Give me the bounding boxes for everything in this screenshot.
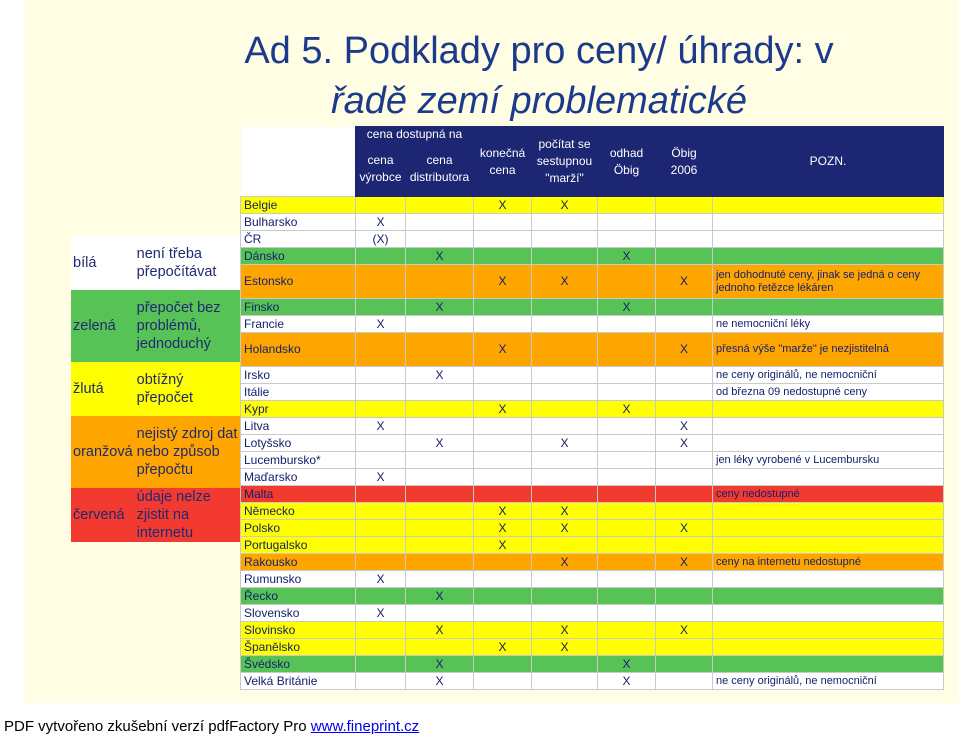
mark-cell: X xyxy=(532,639,598,656)
mark-cell xyxy=(356,656,406,673)
mark-cell xyxy=(406,384,474,401)
country-cell: Švédsko xyxy=(241,656,356,673)
legend-row xyxy=(71,290,241,362)
mark-cell xyxy=(406,214,474,231)
legend-text: údaje nelze zjistit na internetu xyxy=(135,488,241,542)
mark-cell: X xyxy=(598,299,656,316)
country-cell: Itálie xyxy=(241,384,356,401)
mark-cell: X xyxy=(406,622,474,639)
note-cell xyxy=(713,231,944,248)
mark-cell xyxy=(406,452,474,469)
country-cell: Rakousko xyxy=(241,554,356,571)
mark-cell: X xyxy=(656,554,713,571)
table-row xyxy=(241,588,944,605)
mark-cell xyxy=(656,469,713,486)
table-row xyxy=(241,622,944,639)
mark-cell xyxy=(656,605,713,622)
mark-cell xyxy=(406,537,474,554)
table-row xyxy=(241,367,944,384)
mark-cell: X xyxy=(532,554,598,571)
mark-cell: X xyxy=(598,656,656,673)
note-cell xyxy=(713,299,944,316)
mark-cell: X xyxy=(656,418,713,435)
mark-cell xyxy=(598,588,656,605)
mark-cell xyxy=(356,435,406,452)
mark-cell xyxy=(406,554,474,571)
mark-cell xyxy=(656,571,713,588)
mark-cell xyxy=(406,639,474,656)
mark-cell xyxy=(598,537,656,554)
mark-cell xyxy=(598,469,656,486)
mark-cell xyxy=(406,503,474,520)
mark-cell xyxy=(474,605,532,622)
mark-cell xyxy=(598,503,656,520)
note-cell: ceny nedostupné xyxy=(713,486,944,503)
mark-cell xyxy=(474,367,532,384)
mark-cell xyxy=(474,469,532,486)
country-cell: Finsko xyxy=(241,299,356,316)
mark-cell xyxy=(656,214,713,231)
mark-cell xyxy=(474,248,532,265)
mark-cell xyxy=(532,367,598,384)
mark-cell xyxy=(598,197,656,214)
table-row xyxy=(241,231,944,248)
legend-text: nejistý zdroj dat nebo způsob přepočtu xyxy=(135,416,241,488)
mark-cell xyxy=(656,248,713,265)
country-cell: Řecko xyxy=(241,588,356,605)
mark-cell: X xyxy=(406,656,474,673)
mark-cell xyxy=(406,197,474,214)
mark-cell: X xyxy=(406,367,474,384)
mark-cell xyxy=(356,248,406,265)
header-vyrobce: cena výrobce xyxy=(356,142,406,197)
note-cell: přesná výše "marže" je nezjistitelná xyxy=(713,333,944,367)
mark-cell xyxy=(474,231,532,248)
note-cell xyxy=(713,537,944,554)
mark-cell xyxy=(474,588,532,605)
mark-cell xyxy=(532,571,598,588)
mark-cell xyxy=(474,214,532,231)
mark-cell xyxy=(356,622,406,639)
mark-cell xyxy=(532,231,598,248)
mark-cell xyxy=(474,299,532,316)
mark-cell xyxy=(656,197,713,214)
mark-cell: X xyxy=(598,248,656,265)
mark-cell xyxy=(532,452,598,469)
mark-cell xyxy=(356,452,406,469)
country-cell: Belgie xyxy=(241,197,356,214)
mark-cell xyxy=(474,554,532,571)
mark-cell xyxy=(474,316,532,333)
legend-text: není třeba přepočítávat xyxy=(135,236,241,290)
country-cell: Litva xyxy=(241,418,356,435)
mark-cell xyxy=(356,554,406,571)
mark-cell xyxy=(356,588,406,605)
legend-row xyxy=(71,236,241,290)
mark-cell: X xyxy=(656,265,713,299)
country-cell: Španělsko xyxy=(241,639,356,656)
mark-cell: X xyxy=(356,571,406,588)
mark-cell xyxy=(532,299,598,316)
pdf-footer xyxy=(4,718,419,735)
mark-cell xyxy=(356,333,406,367)
mark-cell: X xyxy=(406,435,474,452)
mark-cell: X xyxy=(598,401,656,418)
mark-cell xyxy=(656,656,713,673)
note-cell: ceny na internetu nedostupné xyxy=(713,554,944,571)
legend-row xyxy=(71,362,241,416)
table-row xyxy=(241,469,944,486)
note-cell: ne nemocniční léky xyxy=(713,316,944,333)
mark-cell xyxy=(598,384,656,401)
mark-cell: X xyxy=(532,265,598,299)
mark-cell xyxy=(532,469,598,486)
mark-cell xyxy=(656,486,713,503)
mark-cell xyxy=(532,673,598,690)
legend-row xyxy=(71,488,241,542)
mark-cell: X xyxy=(474,537,532,554)
mark-cell xyxy=(474,486,532,503)
table-row xyxy=(241,605,944,622)
mark-cell xyxy=(474,656,532,673)
mark-cell xyxy=(532,248,598,265)
mark-cell: X xyxy=(532,520,598,537)
mark-cell xyxy=(356,197,406,214)
mark-cell xyxy=(532,605,598,622)
country-cell: Maďarsko xyxy=(241,469,356,486)
mark-cell xyxy=(532,418,598,435)
mark-cell: (X) xyxy=(356,231,406,248)
mark-cell xyxy=(356,265,406,299)
mark-cell xyxy=(656,673,713,690)
mark-cell xyxy=(598,554,656,571)
mark-cell: X xyxy=(474,333,532,367)
mark-cell xyxy=(532,486,598,503)
mark-cell xyxy=(598,367,656,384)
mark-cell xyxy=(356,384,406,401)
mark-cell xyxy=(656,452,713,469)
country-cell: Velká Británie xyxy=(241,673,356,690)
header-pozn: POZN. xyxy=(713,127,944,197)
mark-cell: X xyxy=(656,520,713,537)
mark-cell xyxy=(598,622,656,639)
mark-cell: X xyxy=(656,622,713,639)
country-cell: Holandsko xyxy=(241,333,356,367)
legend-swatch: oranžová xyxy=(71,416,135,488)
table-row xyxy=(241,486,944,503)
table-row xyxy=(241,639,944,656)
mark-cell xyxy=(598,418,656,435)
mark-cell xyxy=(598,231,656,248)
mark-cell xyxy=(532,537,598,554)
mark-cell xyxy=(656,588,713,605)
mark-cell: X xyxy=(474,265,532,299)
note-cell: od března 09 nedostupné ceny xyxy=(713,384,944,401)
mark-cell: X xyxy=(474,639,532,656)
mark-cell xyxy=(406,520,474,537)
mark-cell xyxy=(406,316,474,333)
mark-cell: X xyxy=(356,418,406,435)
mark-cell xyxy=(532,316,598,333)
country-cell: Lucembursko* xyxy=(241,452,356,469)
mark-cell: X xyxy=(474,503,532,520)
title-line-2: řadě zemí problematické xyxy=(330,80,748,122)
table-row xyxy=(241,418,944,435)
mark-cell xyxy=(474,418,532,435)
title-line-1: Ad 5. Podklady pro ceny/ úhrady: v xyxy=(244,30,834,72)
footer-text: PDF vytvořeno zkušební verzí pdfFactory Pro xyxy=(4,718,311,735)
mark-cell xyxy=(532,214,598,231)
mark-cell xyxy=(356,401,406,418)
mark-cell xyxy=(356,520,406,537)
table-row xyxy=(241,299,944,316)
mark-cell xyxy=(474,571,532,588)
note-cell xyxy=(713,197,944,214)
header-konecna: konečná cena xyxy=(474,127,532,197)
note-cell xyxy=(713,503,944,520)
mark-cell xyxy=(598,605,656,622)
table-row xyxy=(241,248,944,265)
mark-cell xyxy=(406,231,474,248)
table-row xyxy=(241,503,944,520)
mark-cell: X xyxy=(406,673,474,690)
table-row xyxy=(241,316,944,333)
note-cell: ne ceny originálů, ne nemocniční xyxy=(713,673,944,690)
mark-cell xyxy=(532,656,598,673)
country-cell: Kypr xyxy=(241,401,356,418)
mark-cell xyxy=(356,537,406,554)
note-cell xyxy=(713,639,944,656)
country-cell: Rumunsko xyxy=(241,571,356,588)
legend-text: obtížný přepočet xyxy=(135,362,241,416)
mark-cell xyxy=(656,367,713,384)
header-obig: Öbig 2006 xyxy=(656,127,713,197)
note-cell xyxy=(713,469,944,486)
mark-cell: X xyxy=(406,588,474,605)
mark-cell xyxy=(598,571,656,588)
header-group: cena dostupná na xyxy=(356,127,474,142)
mark-cell xyxy=(532,333,598,367)
note-cell xyxy=(713,588,944,605)
country-cell: ČR xyxy=(241,231,356,248)
mark-cell xyxy=(656,316,713,333)
note-cell xyxy=(713,571,944,588)
mark-cell xyxy=(598,316,656,333)
note-cell xyxy=(713,214,944,231)
mark-cell xyxy=(406,401,474,418)
mark-cell xyxy=(656,299,713,316)
slide-title xyxy=(124,26,954,126)
mark-cell xyxy=(532,588,598,605)
table-row xyxy=(241,554,944,571)
mark-cell xyxy=(598,639,656,656)
note-cell xyxy=(713,656,944,673)
legend-swatch: bílá xyxy=(71,236,135,290)
country-cell: Německo xyxy=(241,503,356,520)
mark-cell: X xyxy=(356,214,406,231)
table-row xyxy=(241,401,944,418)
mark-cell xyxy=(406,605,474,622)
mark-cell: X xyxy=(532,435,598,452)
legend-text: přepočet bez problémů, jednoduchý xyxy=(135,290,241,362)
mark-cell xyxy=(356,503,406,520)
mark-cell xyxy=(406,486,474,503)
footer-link[interactable]: www.fineprint.cz xyxy=(310,718,420,735)
mark-cell xyxy=(356,639,406,656)
mark-cell: X xyxy=(532,622,598,639)
mark-cell xyxy=(656,384,713,401)
mark-cell: X xyxy=(656,435,713,452)
mark-cell xyxy=(598,435,656,452)
table-row xyxy=(241,435,944,452)
mark-cell xyxy=(656,639,713,656)
table-row xyxy=(241,384,944,401)
legend-swatch: žlutá xyxy=(71,362,135,416)
mark-cell xyxy=(598,452,656,469)
mark-cell: X xyxy=(356,605,406,622)
mark-cell xyxy=(656,503,713,520)
country-cell: Portugalsko xyxy=(241,537,356,554)
table-row xyxy=(241,520,944,537)
mark-cell xyxy=(598,520,656,537)
mark-cell xyxy=(356,367,406,384)
mark-cell xyxy=(406,418,474,435)
country-cell: Malta xyxy=(241,486,356,503)
mark-cell: X xyxy=(474,401,532,418)
mark-cell: X xyxy=(474,520,532,537)
mark-cell xyxy=(474,622,532,639)
header-pocitat: počítat se sestupnou "marží" xyxy=(532,127,598,197)
mark-cell xyxy=(532,401,598,418)
mark-cell xyxy=(356,299,406,316)
mark-cell xyxy=(474,435,532,452)
note-cell xyxy=(713,520,944,537)
table-row xyxy=(241,265,944,299)
mark-cell xyxy=(356,486,406,503)
mark-cell xyxy=(474,452,532,469)
note-cell xyxy=(713,435,944,452)
legend-swatch: červená xyxy=(71,488,135,542)
table-row xyxy=(241,452,944,469)
mark-cell: X xyxy=(656,333,713,367)
country-cell: Estonsko xyxy=(241,265,356,299)
note-cell xyxy=(713,622,944,639)
country-cell: Francie xyxy=(241,316,356,333)
mark-cell: X xyxy=(598,673,656,690)
mark-cell: X xyxy=(356,469,406,486)
table-row xyxy=(241,656,944,673)
mark-cell xyxy=(598,333,656,367)
mark-cell: X xyxy=(532,503,598,520)
mark-cell xyxy=(656,231,713,248)
mark-cell xyxy=(474,384,532,401)
mark-cell: X xyxy=(532,197,598,214)
mark-cell xyxy=(406,571,474,588)
mark-cell xyxy=(474,673,532,690)
table-row xyxy=(241,673,944,690)
country-cell: Slovinsko xyxy=(241,622,356,639)
legend-row xyxy=(71,416,241,488)
note-cell: ne ceny originálů, ne nemocniční xyxy=(713,367,944,384)
country-cell: Lotyšsko xyxy=(241,435,356,452)
mark-cell xyxy=(406,469,474,486)
mark-cell xyxy=(406,265,474,299)
header-distributora: cena distributora xyxy=(406,142,474,197)
table-row xyxy=(241,197,944,214)
table-row xyxy=(241,333,944,367)
country-cell: Polsko xyxy=(241,520,356,537)
mark-cell: X xyxy=(406,248,474,265)
mark-cell xyxy=(532,384,598,401)
mark-cell xyxy=(656,401,713,418)
color-legend xyxy=(71,236,241,542)
mark-cell: X xyxy=(474,197,532,214)
note-cell: jen léky vyrobené v Lucembursku xyxy=(713,452,944,469)
mark-cell xyxy=(406,333,474,367)
table-row xyxy=(241,537,944,554)
mark-cell: X xyxy=(356,316,406,333)
mark-cell: X xyxy=(406,299,474,316)
legend-swatch: zelená xyxy=(71,290,135,362)
country-cell: Dánsko xyxy=(241,248,356,265)
note-cell xyxy=(713,418,944,435)
note-cell: jen dohodnuté ceny, jinak se jedná o ceny jednoho řetězce lékáren xyxy=(713,265,944,299)
mark-cell xyxy=(656,537,713,554)
note-cell xyxy=(713,248,944,265)
country-cell: Irsko xyxy=(241,367,356,384)
mark-cell xyxy=(598,486,656,503)
mark-cell xyxy=(598,214,656,231)
note-cell xyxy=(713,401,944,418)
table-row xyxy=(241,571,944,588)
table-row xyxy=(241,214,944,231)
country-cell: Bulharsko xyxy=(241,214,356,231)
price-source-table xyxy=(240,126,944,690)
note-cell xyxy=(713,605,944,622)
header-country xyxy=(241,127,356,197)
country-cell: Slovensko xyxy=(241,605,356,622)
header-odhad: odhad Öbig xyxy=(598,127,656,197)
mark-cell xyxy=(598,265,656,299)
mark-cell xyxy=(356,673,406,690)
